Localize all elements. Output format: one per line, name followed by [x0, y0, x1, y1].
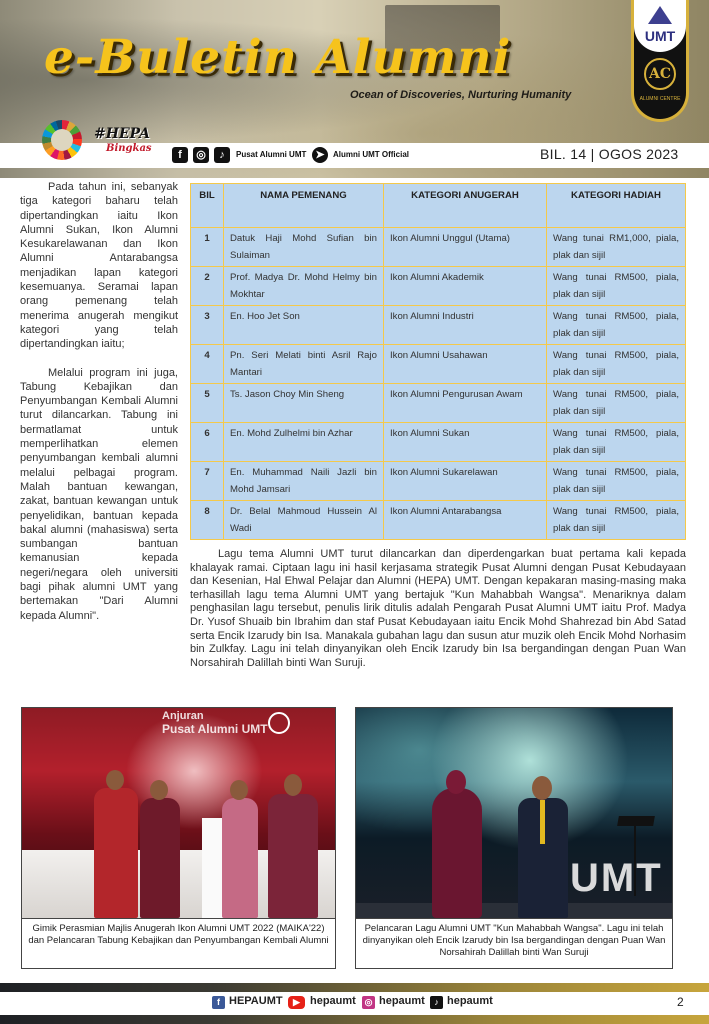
table-row: [191, 423, 686, 462]
person-4: [268, 794, 318, 918]
cell-category: Ikon Alumni Unggul (Utama): [384, 228, 547, 267]
table-row: [191, 267, 686, 306]
cell-prize: Wang tunai RM500, piala, plak dan sijil: [547, 384, 686, 423]
alumni-centre-logo: AC: [644, 58, 676, 90]
bingkas-text: Bingkas: [106, 143, 152, 154]
footer-bar-top: [0, 983, 709, 992]
person-1: [94, 788, 138, 918]
cell-prize: Wang tunai RM500, piala, plak dan sijil: [547, 501, 686, 540]
cell-category: Ikon Alumni Akademik: [384, 267, 547, 306]
hepa-hashtag: #HEPA: [94, 126, 150, 142]
cell-prize: Wang tunai RM500, piala, plak dan sijil: [547, 345, 686, 384]
intro-paragraph: Pada tahun ini, sebanyak tiga kategori baharu telah dipertandingkan iaitu Ikon Alumni Sukan, Ikon Alumni Kesukarelawanan dan Ikon Alumni Antarabangsa menjadikan lapan kategori kesemuanya. Seramai lapan orang pemenang telah menerima anugerah mengikut kategori yang telah dipertandingkan iaitu;: [20, 181, 178, 351]
umt-alumni-badge: [631, 0, 689, 122]
song-launch-photo: [356, 708, 672, 918]
social-handle[interactable]: Pusat Alumni UMT: [236, 150, 307, 159]
cell-name: Datuk Haji Mohd Sufian bin Sulaiman: [224, 228, 384, 267]
tiktok-icon[interactable]: ♪: [430, 996, 443, 1009]
umt-triangle-icon: [648, 6, 672, 24]
singer-female-head: [446, 770, 466, 794]
cell-prize: Wang tunai RM1,000, piala, plak dan sijil: [547, 228, 686, 267]
table-row: [191, 384, 686, 423]
person-1-head: [106, 770, 124, 790]
cell-bil: 5: [191, 384, 224, 423]
cell-name: Dr. Belal Mahmoud Hussein Al Wadi: [224, 501, 384, 540]
instagram-icon[interactable]: ◎: [362, 996, 375, 1009]
header-bil: BIL: [191, 184, 224, 228]
cell-bil: 7: [191, 462, 224, 501]
alumni-centre-stage-logo: [268, 712, 290, 734]
masthead: [0, 0, 709, 178]
footer-instagram-handle[interactable]: hepaumt: [379, 995, 425, 1007]
photo-caption-song: Pelancaran Lagu Alumni UMT "Kun Mahabbah Wangsa". Lagu ini telah dinyanyikan oleh Encik Izarudy bin Isa bergandingan dengan Puan Wan Norsahirah Dalillah binti Wan Suruji: [356, 918, 672, 968]
cell-category: Ikon Alumni Pengurusan Awam: [384, 384, 547, 423]
cell-name: En. Hoo Jet Son: [224, 306, 384, 345]
fund-paragraph: Melalui program ini juga, Tabung Kebajikan dan Penyumbangan Kembali Alumni turut dilancarkan. Tabung ini bermatlamat untuk memperlihatkan elemen penyumbangan kembali alumni melalui pelbagai program. Malah bantuan kewangan, zakat, bantuan kewangan untuk penyelidikan, bantuan kepada bakal alumni (mahasiswa) serta sumbangan bantuan kemanusian kepada negeri/negara oleh universiti bagi pihak alumni UMT yang bertemakan "Dari Alumni kepada Alumni".: [20, 366, 178, 622]
stage-text-organizer: Pusat Alumni UMT: [162, 722, 268, 736]
photo-card-song: [355, 707, 673, 969]
header-category: KATEGORI ANUGERAH: [384, 184, 547, 228]
music-stand: [617, 816, 655, 826]
cell-category: Ikon Alumni Industri: [384, 306, 547, 345]
footer-bar-bottom: [0, 1015, 709, 1024]
instagram-icon[interactable]: ◎: [193, 147, 209, 163]
footer-social-links: [0, 993, 709, 1015]
issue-number: BIL. 14 | OGOS 2023: [540, 146, 679, 162]
cell-name: Prof. Madya Dr. Mohd Helmy bin Mokhtar: [224, 267, 384, 306]
cell-category: Ikon Alumni Usahawan: [384, 345, 547, 384]
sdg-wheel-icon: [42, 120, 82, 160]
cell-prize: Wang tunai RM500, piala, plak dan sijil: [547, 267, 686, 306]
cell-category: Ikon Alumni Sukarelawan: [384, 462, 547, 501]
table-row: [191, 306, 686, 345]
footer-youtube-handle[interactable]: hepaumt: [310, 995, 356, 1007]
umt-logo: [634, 0, 686, 52]
stage-text-anjuran: Anjuran: [162, 710, 204, 722]
person-2: [140, 798, 180, 918]
telegram-handle[interactable]: Alumni UMT Official: [333, 150, 409, 159]
facebook-icon[interactable]: f: [172, 147, 188, 163]
bulletin-title: e-Buletin Alumni: [44, 30, 512, 85]
youtube-icon[interactable]: ▶: [288, 996, 305, 1009]
footer-facebook-handle[interactable]: HEPAUMT: [229, 995, 283, 1007]
cell-bil: 3: [191, 306, 224, 345]
cell-prize: Wang tunai RM500, piala, plak dan sijil: [547, 306, 686, 345]
launch-ceremony-photo: [22, 708, 335, 918]
cell-name: Ts. Jason Choy Min Sheng: [224, 384, 384, 423]
table-row: [191, 228, 686, 267]
song-paragraph: Lagu tema Alumni UMT turut dilancarkan dan diperdengarkan buat pertama kali kepada khalayak ramai. Ciptaan lagu ini hasil kerjasama strategik Pusat Alumni dengan Pusat Kebudayaan dan Kesenian, Hal Ehwal Pelajar dan Alumni (HEPA) UMT. Dengan kepakaran masing-masing maka terhasillah lagu tema Alumni UMT yang bertajuk "Kun Mahabbah Wangsa". Menariknya dalam penghasilan lagu tersebut, penulis lirik ditulis adalah Pengarah Pusat Alumni UMT iaitu Prof. Madya Dr. Yusof Shuaib bin Ibrahim dan staf Pusat Kebudayaan iaitu Encik Mohd Shahrezad bin Abd Satad serta Encik Izarudy bin Isa. Manakala gubahan lagu dan susun atur muzik oleh Encik Mohd Norhasim bin Zulkfay. Lagu ini telah dinyanyikan oleh Encik Izarudy bin Isa bergandingan dengan Puan Wan Norsahirah Dalillah binti Wan Suruji.: [190, 548, 686, 669]
song-launch-text: [190, 548, 686, 670]
telegram-icon[interactable]: ➤: [312, 147, 328, 163]
tiktok-icon[interactable]: ♪: [214, 147, 230, 163]
singer-tie: [540, 800, 545, 844]
cell-bil: 4: [191, 345, 224, 384]
photo-caption-launch: Gimik Perasmian Majlis Anugerah Ikon Alumni UMT 2022 (MAIKA'22) dan Pelancaran Tabung Kebajikan dan Penyumbangan Kembali Alumni: [22, 918, 335, 968]
singer-female: [432, 788, 482, 918]
cell-bil: 2: [191, 267, 224, 306]
header-prize: KATEGORI HADIAH: [547, 184, 686, 228]
cell-prize: Wang tunai RM500, piala, plak dan sijil: [547, 462, 686, 501]
cell-bil: 6: [191, 423, 224, 462]
cell-name: En. Mohd Zulhelmi bin Azhar: [224, 423, 384, 462]
table-header-row: [191, 184, 686, 228]
table-row: [191, 345, 686, 384]
singer-male-head: [532, 776, 552, 800]
cell-name: En. Muhammad Naili Jazli bin Mohd Jamsari: [224, 462, 384, 501]
header-name: NAMA PEMENANG: [224, 184, 384, 228]
page-number: 2: [677, 995, 684, 1009]
winners-table: [190, 183, 686, 540]
cell-prize: Wang tunai RM500, piala, plak dan sijil: [547, 423, 686, 462]
alumni-centre-text: ALUMNI CENTRE: [639, 96, 681, 102]
photo-card-launch: [21, 707, 336, 969]
facebook-icon[interactable]: f: [212, 996, 225, 1009]
person-2-head: [150, 780, 168, 800]
cell-bil: 1: [191, 228, 224, 267]
table-row: [191, 501, 686, 540]
cell-bil: 8: [191, 501, 224, 540]
cell-category: Ikon Alumni Sukan: [384, 423, 547, 462]
tagline: Ocean of Discoveries, Nurturing Humanity: [350, 89, 572, 101]
person-4-head: [284, 774, 302, 796]
table-row: [191, 462, 686, 501]
cell-name: Pn. Seri Melati binti Asril Rajo Mantari: [224, 345, 384, 384]
footer-tiktok-handle[interactable]: hepaumt: [447, 995, 493, 1007]
umt-logo-text: UMT: [644, 28, 676, 44]
stage-text-umt: UMT: [570, 856, 663, 900]
hepa-bingkas-logo: [94, 126, 168, 155]
person-3: [222, 798, 258, 918]
person-3-head: [230, 780, 248, 800]
left-column-text: [20, 180, 178, 637]
stage-floor: [356, 903, 672, 918]
cell-category: Ikon Alumni Antarabangsa: [384, 501, 547, 540]
